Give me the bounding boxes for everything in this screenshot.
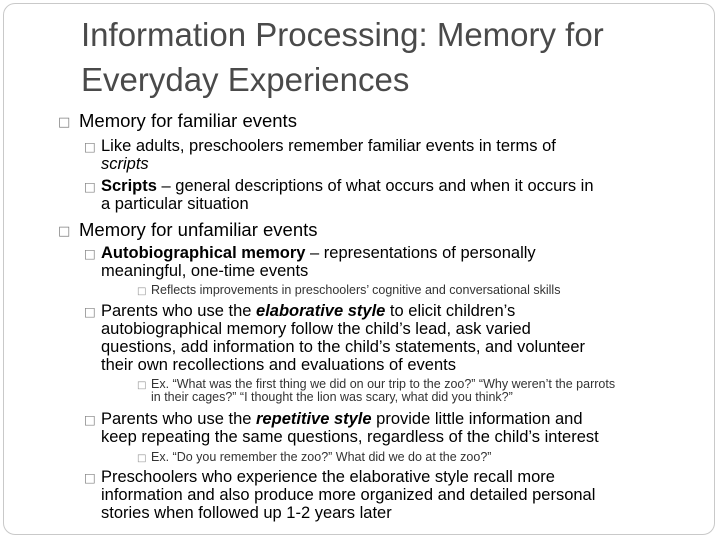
- bullet-text-line: Ex. “What was the first thing we did on our trip to the zoo?” “Why weren’t the parrots: [151, 377, 616, 391]
- bullet-item-level3: [137, 377, 616, 404]
- bullet-item-level3: [137, 283, 561, 297]
- bullet-item-level2: [84, 302, 585, 374]
- title-line: Everyday Experiences: [81, 61, 410, 98]
- bullet-box-icon: □: [58, 115, 71, 130]
- bullet-box-icon: □: [84, 246, 96, 261]
- bullet-text-line: their own recollections and evaluations of events: [101, 356, 456, 374]
- bullet-text-line: – representations of personally: [305, 244, 536, 262]
- bullet-text: Memory for unfamiliar events: [79, 219, 318, 240]
- defined-term: elaborative style: [256, 302, 386, 320]
- bullet-text: Ex. “Do you remember the zoo?” What did we do at the zoo?”: [151, 450, 492, 464]
- emphasis-term: scripts: [101, 155, 149, 173]
- bullet-text-line: Like adults, preschoolers remember familiar events in terms of: [101, 137, 556, 155]
- bullet-box-icon: □: [137, 286, 147, 297]
- bullet-box-icon: □: [84, 139, 96, 154]
- bullet-text-line: information and also produce more organized and detailed personal: [101, 486, 596, 504]
- bullet-item-level1: [58, 219, 318, 240]
- bullet-text: Reflects improvements in preschoolers’ cognitive and conversational skills: [151, 283, 561, 297]
- bullet-box-icon: □: [58, 224, 71, 239]
- bullet-text-line: in their cages?” “I thought the lion was scary, what did you think?”: [151, 390, 513, 404]
- bullet-text-line: Parents who use the: [101, 302, 257, 320]
- bullet-box-icon: □: [84, 304, 96, 319]
- slide-title: [81, 12, 701, 102]
- bullet-item-level3: [137, 450, 492, 464]
- bullet-text: Memory for familiar events: [79, 110, 297, 131]
- bullet-item-level2: [84, 244, 536, 280]
- bullet-text-line: Parents who use the: [101, 410, 257, 428]
- defined-term: Scripts: [101, 177, 157, 195]
- bullet-text-line: keep repeating the same questions, regardless of the child’s interest: [101, 428, 599, 446]
- bullet-text-line: Preschoolers who experience the elaborative style recall more: [101, 468, 555, 486]
- bullet-item-level2: [84, 137, 556, 173]
- bullet-text-line: stories when followed up 1-2 years later: [101, 504, 392, 522]
- bullet-text-line: to elicit children’s: [385, 302, 516, 320]
- bullet-box-icon: □: [84, 179, 96, 194]
- bullet-item-level2: [84, 468, 596, 522]
- bullet-item-level1: [58, 110, 297, 131]
- bullet-box-icon: □: [137, 380, 147, 391]
- bullet-item-level2: [84, 410, 599, 446]
- defined-term: repetitive style: [256, 410, 372, 428]
- bullet-box-icon: □: [84, 412, 96, 427]
- bullet-text-line: a particular situation: [101, 195, 249, 213]
- bullet-box-icon: □: [84, 470, 96, 485]
- slide: [3, 3, 715, 535]
- bullet-text-line: meaningful, one-time events: [101, 262, 309, 280]
- bullet-text-line: autobiographical memory follow the child’s lead, ask varied: [101, 320, 531, 338]
- bullet-item-level2: [84, 177, 594, 213]
- defined-term: Autobiographical memory: [101, 244, 306, 262]
- bullet-text-line: provide little information and: [371, 410, 583, 428]
- bullet-text-line: questions, add information to the child’s statements, and volunteer: [101, 338, 585, 356]
- title-line: Information Processing: Memory for: [81, 16, 604, 53]
- bullet-text-line: – general descriptions of what occurs and when it occurs in: [156, 177, 594, 195]
- bullet-box-icon: □: [137, 453, 147, 464]
